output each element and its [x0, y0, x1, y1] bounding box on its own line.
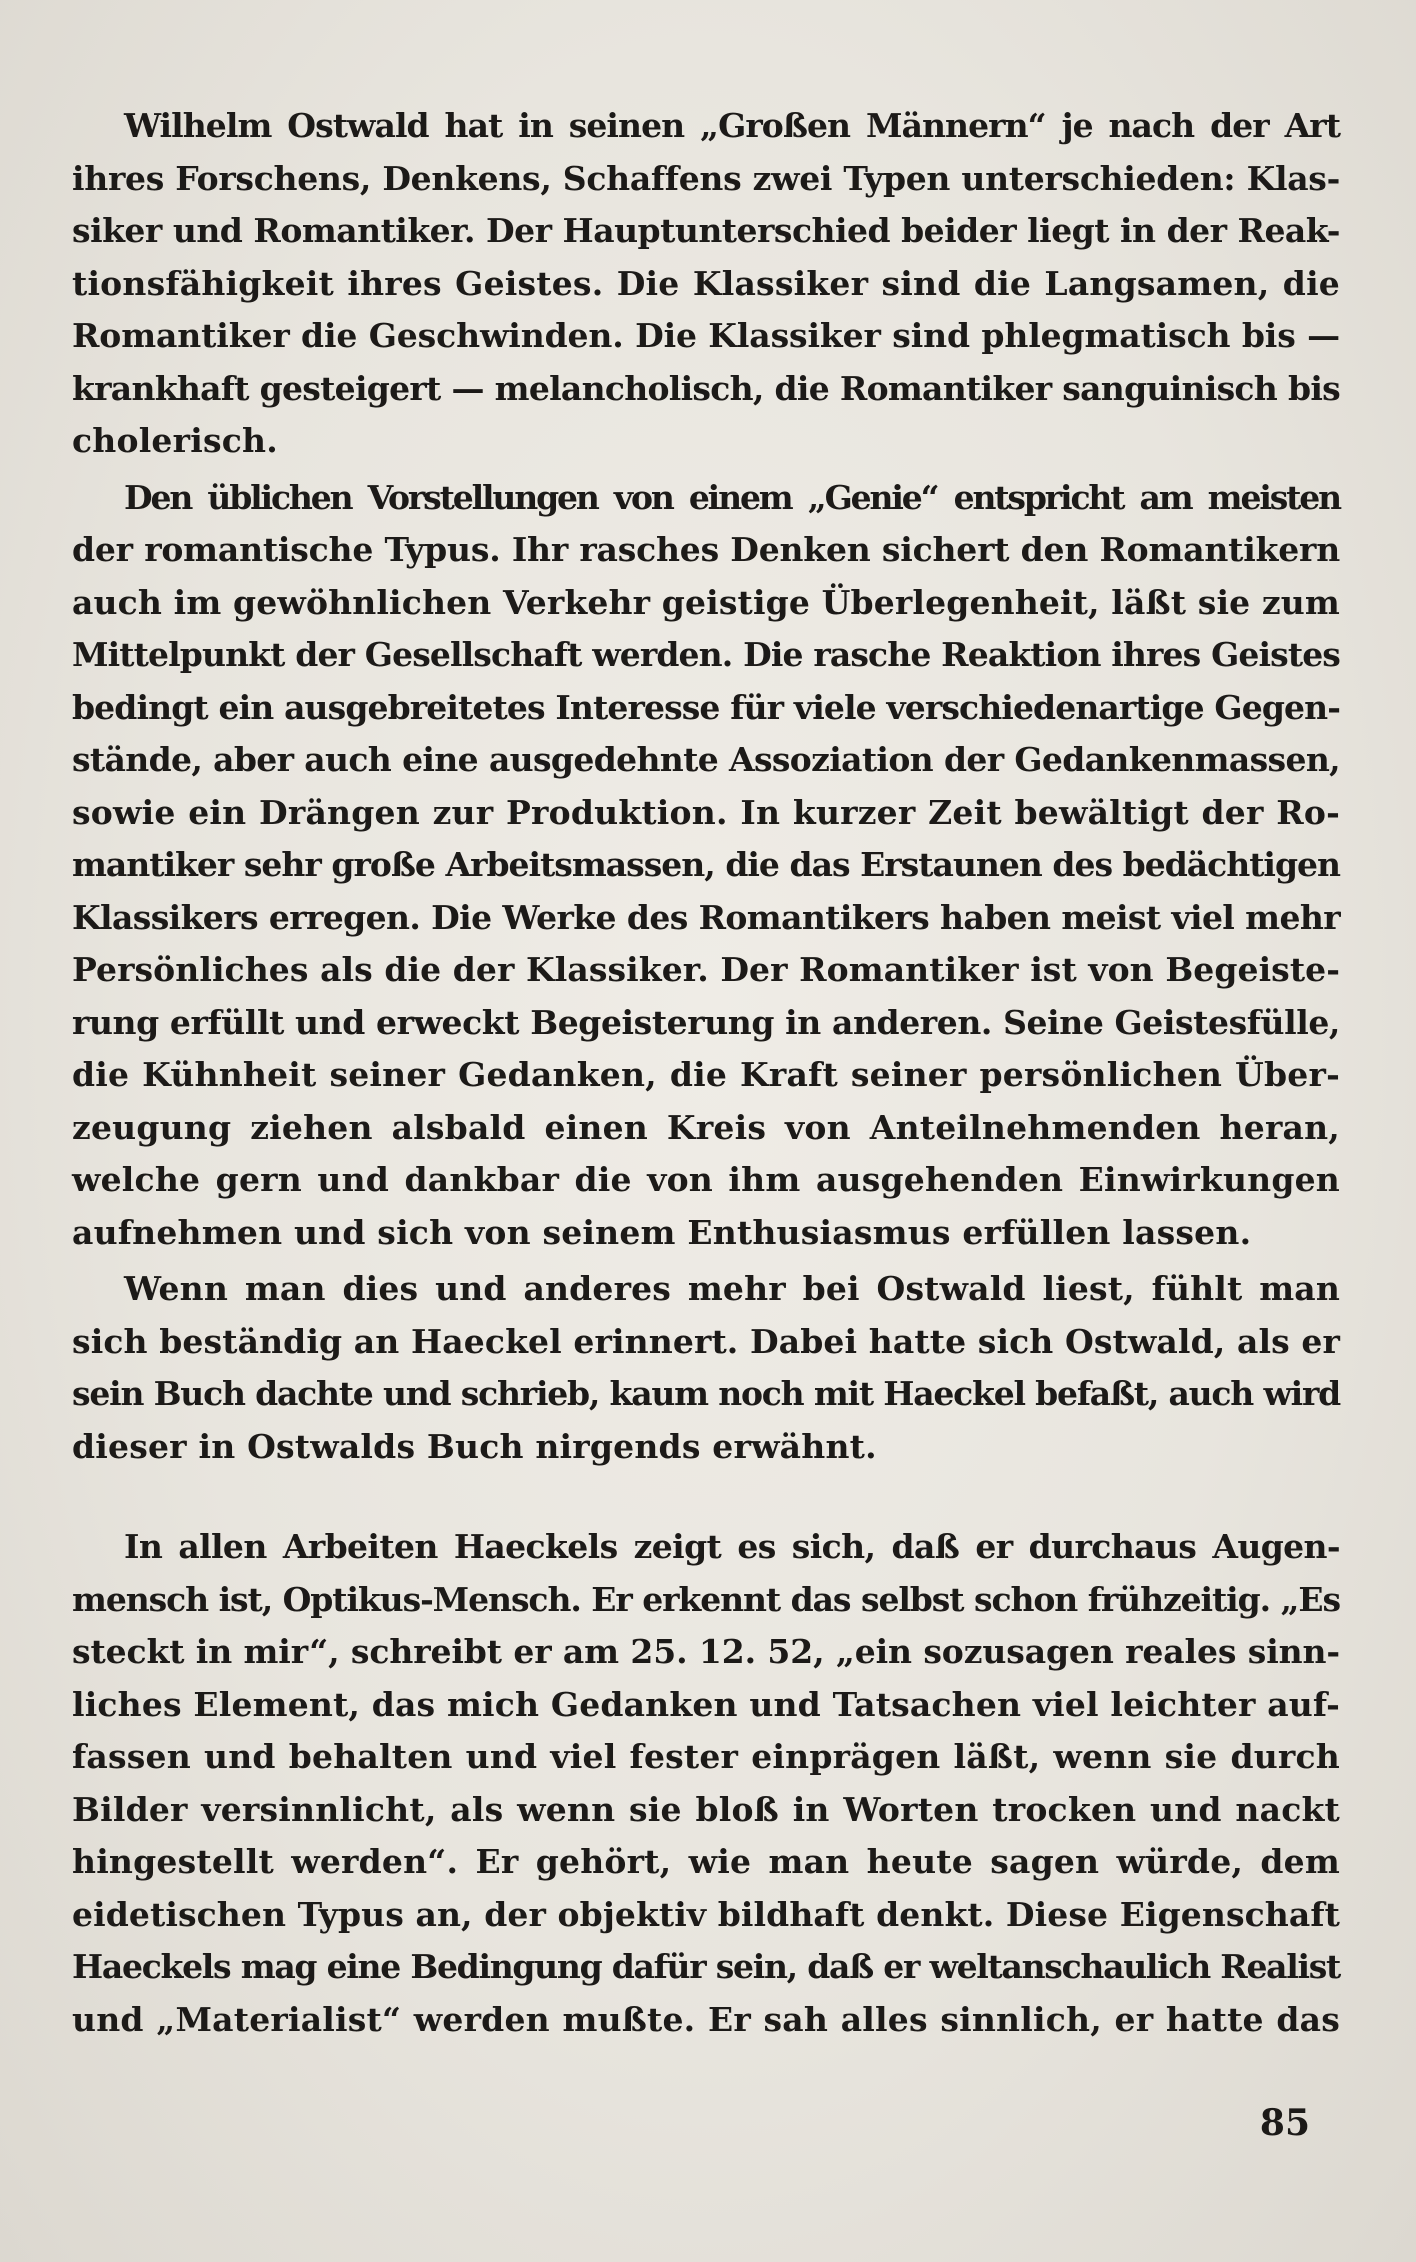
- text-line: tionsfähigkeit ihres Geistes. Die Klassiker sind die Langsamen, die: [72, 263, 1340, 303]
- text-line: eidetischen Typus an, der objektiv bildhaft denkt. Diese Eigenschaft: [72, 1894, 1340, 1934]
- text-line: die Kühnheit seiner Gedanken, die Kraft seiner persönlichen Über-: [72, 1055, 1340, 1094]
- text-line: Haeckels mag eine Bedingung dafür sein, daß er weltanschaulich Realist: [72, 1947, 1340, 1986]
- paragraph-1: [72, 100, 1340, 468]
- text-line: In allen Arbeiten Haeckels zeigt es sich, daß er durchaus Augen-: [124, 1527, 1340, 1566]
- text-line: bedingt ein ausgebreitetes Interesse für viele verschiedenartige Gegen-: [72, 687, 1340, 727]
- text-line: siker und Romantiker. Der Hauptunterschied beider liegt in der Reak-: [72, 211, 1340, 250]
- text-line: steckt in mir“, schreibt er am 25. 12. 52, „ein sozusagen reales sinn-: [72, 1632, 1340, 1671]
- text-line: Klassikers erregen. Die Werke des Romantikers haben meist viel mehr: [72, 897, 1340, 937]
- text-line: zeugung ziehen alsbald einen Kreis von Anteilnehmenden heran,: [72, 1107, 1340, 1147]
- paragraph-4: [72, 1521, 1340, 2046]
- text-line: Romantiker die Geschwinden. Die Klassiker sind phlegmatisch bis —: [72, 316, 1340, 355]
- text-line: Mittelpunkt der Gesellschaft werden. Die rasche Reaktion ihres Geistes: [72, 635, 1340, 674]
- text-line: mensch ist, Optikus-Mensch. Er erkennt das selbst schon frühzeitig. „Es: [72, 1579, 1340, 1619]
- text-line: krankhaft gesteigert — melancholisch, die Romantiker sanguinisch bis: [72, 368, 1340, 408]
- text-line: mantiker sehr große Arbeitsmassen, die das Erstaunen des bedächtigen: [72, 845, 1340, 884]
- text-line: sich beständig an Haeckel erinnert. Dabei hatte sich Ostwald, als er: [72, 1321, 1340, 1361]
- text-line: liches Element, das mich Gedanken und Tatsachen viel leichter auf-: [72, 1684, 1340, 1724]
- text-line: ihres Forschens, Denkens, Schaffens zwei Typen unterschieden: Klas-: [72, 158, 1340, 198]
- text-line: sowie ein Drängen zur Produktion. In kurzer Zeit bewältigt der Ro-: [72, 792, 1340, 832]
- text-line: welche gern und dankbar die von ihm ausgehenden Einwirkungen: [72, 1160, 1340, 1199]
- text-line: Den üblichen Vorstellungen von einem „Genie“ entspricht am meisten: [124, 477, 1340, 517]
- text-line: dieser in Ostwalds Buch nirgends erwähnt.: [72, 1426, 877, 1466]
- text-line: auch im gewöhnlichen Verkehr geistige Überlegenheit, läßt sie zum: [72, 582, 1340, 622]
- text-line: der romantische Typus. Ihr rasches Denken sichert den Romantikern: [72, 530, 1340, 569]
- paragraph-3: [72, 1263, 1340, 1473]
- text-line: rung erfüllt und erweckt Begeisterung in anderen. Seine Geistesfülle,: [72, 1002, 1340, 1042]
- text-line: stände, aber auch eine ausgedehnte Assoziation der Gedankenmassen,: [72, 740, 1340, 779]
- text-line: Wenn man dies und anderes mehr bei Ostwald liest, fühlt man: [124, 1269, 1340, 1308]
- text-line: fassen und behalten und viel fester einprägen läßt, wenn sie durch: [72, 1737, 1340, 1776]
- paragraph-2: [72, 472, 1340, 1260]
- text-line: hingestellt werden“. Er gehört, wie man heute sagen würde, dem: [72, 1842, 1340, 1881]
- text-line: und „Materialist“ werden mußte. Er sah alles sinnlich, er hatte das: [72, 1999, 1340, 2039]
- page-number: 85: [1259, 2102, 1310, 2144]
- text-line: Bilder versinnlicht, als wenn sie bloß in Worten trocken und nackt: [72, 1789, 1340, 1829]
- text-line: sein Buch dachte und schrieb, kaum noch mit Haeckel befaßt, auch wird: [72, 1374, 1340, 1413]
- body-text: [72, 100, 1340, 2046]
- text-line: Persönliches als die der Klassiker. Der Romantiker ist von Begeiste-: [72, 950, 1340, 989]
- text-line: aufnehmen und sich von seinem Enthusiasmus erfüllen lassen.: [72, 1212, 1252, 1252]
- text-line: Wilhelm Ostwald hat in seinen „Großen Männern“ je nach der Art: [124, 106, 1340, 145]
- text-line: cholerisch.: [72, 421, 278, 460]
